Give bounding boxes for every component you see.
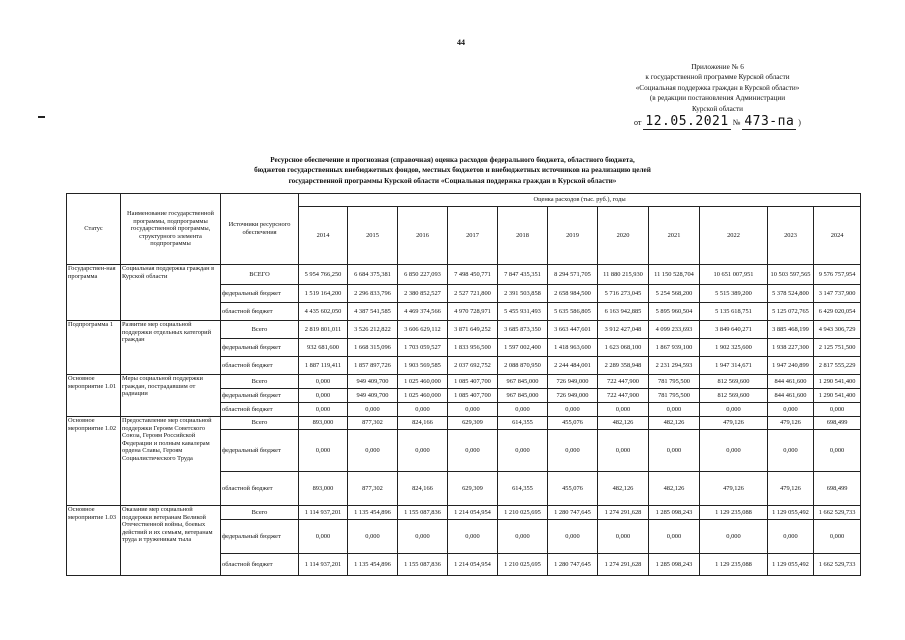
value-cell: 949 409,700 [348,389,398,403]
value-cell: 726 949,000 [548,375,598,389]
value-cell: 0,000 [348,403,398,417]
value-cell: 1 662 529,733 [814,506,861,520]
source-cell: Всего [221,417,299,430]
value-cell: 3 871 649,252 [448,321,498,339]
value-cell: 781 795,500 [649,375,700,389]
value-cell: 1 210 025,695 [498,554,548,576]
value-cell: 1 129 235,088 [700,554,768,576]
value-cell: 2 231 294,593 [649,357,700,375]
source-cell: областной бюджет [221,403,299,417]
header-estimate: Оценка расходов (тыс. руб.), годы [299,194,861,207]
value-cell: 0,000 [649,430,700,472]
header-status: Статус [67,194,121,265]
value-cell: 3 606 629,112 [398,321,448,339]
value-cell: 1 285 098,243 [649,506,700,520]
value-cell: 812 569,600 [700,375,768,389]
value-cell: 824,166 [398,472,448,506]
value-cell: 10 503 597,565 [768,265,814,285]
header-name: Наименование государственной программы, подпрограммы государственной программы, структурного элемента подпрограммы [121,194,221,265]
value-cell: 10 651 007,951 [700,265,768,285]
value-cell: 5 378 524,800 [768,285,814,303]
value-cell: 0,000 [768,430,814,472]
value-cell: 0,000 [548,430,598,472]
year-header: 2023 [768,207,814,265]
value-cell: 1 274 291,628 [598,506,649,520]
value-cell: 3 849 640,271 [700,321,768,339]
value-cell: 0,000 [700,520,768,554]
value-cell: 8 294 571,705 [548,265,598,285]
year-header: 2020 [598,207,649,265]
value-cell: 0,000 [700,430,768,472]
source-cell: федеральный бюджет [221,430,299,472]
value-cell: 1 085 407,700 [448,375,498,389]
value-cell: 1 668 315,096 [348,339,398,357]
value-cell: 5 455 931,493 [498,303,548,321]
value-cell: 0,000 [548,403,598,417]
value-cell: 1 418 963,600 [548,339,598,357]
number-prefix: № [732,118,741,128]
value-cell: 1 947 314,671 [700,357,768,375]
value-cell: 877,302 [348,472,398,506]
value-cell: 1 867 939,100 [649,339,700,357]
value-cell: 698,499 [814,417,861,430]
value-cell: 2 289 358,948 [598,357,649,375]
value-cell: 3 147 737,900 [814,285,861,303]
value-cell: 0,000 [498,403,548,417]
value-cell: 0,000 [498,430,548,472]
year-header: 2014 [299,207,348,265]
annex-line: «Социальная поддержка граждан в Курской области» [635,83,800,92]
value-cell: 1 214 054,954 [448,554,498,576]
value-cell: 5 635 586,805 [548,303,598,321]
value-cell: 2 037 692,752 [448,357,498,375]
value-cell: 893,000 [299,472,348,506]
value-cell: 967 845,000 [498,389,548,403]
value-cell: 1 285 098,243 [649,554,700,576]
value-cell: 0,000 [768,520,814,554]
value-cell: 1 597 002,400 [498,339,548,357]
year-header: 2021 [649,207,700,265]
year-header: 2022 [700,207,768,265]
value-cell: 1 114 937,201 [299,554,348,576]
value-cell: 629,309 [448,472,498,506]
value-cell: 1 210 025,695 [498,506,548,520]
value-cell: 2 817 555,229 [814,357,861,375]
value-cell: 1 887 119,411 [299,357,348,375]
value-cell: 482,126 [649,417,700,430]
value-cell: 0,000 [649,520,700,554]
value-cell: 0,000 [598,430,649,472]
value-cell: 479,126 [700,472,768,506]
value-cell: 7 847 435,351 [498,265,548,285]
value-cell: 3 663 447,601 [548,321,598,339]
value-cell: 1 274 291,628 [598,554,649,576]
year-header: 2017 [448,207,498,265]
year-header: 2018 [498,207,548,265]
value-cell: 2 088 870,950 [498,357,548,375]
year-header: 2024 [814,207,861,265]
status-cell: Государствен-ная программа [67,265,121,321]
value-cell: 0,000 [814,430,861,472]
value-cell: 0,000 [299,520,348,554]
source-cell: федеральный бюджет [221,520,299,554]
value-cell: 2 819 801,011 [299,321,348,339]
value-cell: 949 409,700 [348,375,398,389]
value-cell: 1 703 059,527 [398,339,448,357]
program-name-cell: Меры социальной поддержки граждан, пострадавшим от радиации [121,375,221,417]
program-name-cell: Предоставление мер социальной поддержки Героям Советского Союза, Героям Российской Федерации и полным кавалерам ордена Славы, Героям Социалистического Труда [121,417,221,506]
date-prefix: от [634,118,642,128]
source-cell: областной бюджет [221,357,299,375]
value-cell: 614,355 [498,472,548,506]
value-cell: 722 447,900 [598,375,649,389]
value-cell: 5 515 389,200 [700,285,768,303]
resolution-number: 473-па [744,114,795,130]
table-row [67,321,861,339]
source-cell: федеральный бюджет [221,285,299,303]
value-cell: 5 254 568,200 [649,285,700,303]
value-cell: 479,126 [768,417,814,430]
value-cell: 1 129 235,088 [700,506,768,520]
value-cell: 5 954 766,250 [299,265,348,285]
table-row [67,506,861,520]
value-cell: 1 290 541,400 [814,389,861,403]
value-cell: 1 280 747,645 [548,554,598,576]
value-cell: 482,126 [649,472,700,506]
value-cell: 1 214 054,954 [448,506,498,520]
value-cell: 844 461,600 [768,375,814,389]
value-cell: 2 296 833,796 [348,285,398,303]
value-cell: 5 135 618,751 [700,303,768,321]
value-cell: 482,126 [598,417,649,430]
value-cell: 3 526 212,822 [348,321,398,339]
annex-line: к государственной программе Курской области [645,73,790,82]
value-cell: 1 135 454,896 [348,506,398,520]
value-cell: 629,309 [448,417,498,430]
value-cell: 4 387 541,585 [348,303,398,321]
value-cell: 698,499 [814,472,861,506]
value-cell: 0,000 [398,403,448,417]
value-cell: 1 025 460,000 [398,389,448,403]
value-cell: 0,000 [814,403,861,417]
value-cell: 1 662 529,733 [814,554,861,576]
value-cell: 11 880 215,930 [598,265,649,285]
value-cell: 1 114 937,201 [299,506,348,520]
value-cell: 6 850 227,093 [398,265,448,285]
value-cell: 0,000 [398,430,448,472]
value-cell: 0,000 [814,520,861,554]
value-cell: 6 429 020,054 [814,303,861,321]
table-row [67,375,861,389]
value-cell: 4 435 602,050 [299,303,348,321]
value-cell: 0,000 [398,520,448,554]
source-cell: областной бюджет [221,303,299,321]
value-cell: 1 290 541,400 [814,375,861,389]
annex-header [600,62,835,128]
value-cell: 1 833 956,500 [448,339,498,357]
resolution-date: 12.05.2021 [645,114,729,130]
value-cell: 0,000 [348,520,398,554]
annex-line: (в редакции постановления Администрации [649,94,786,103]
value-cell: 7 498 450,771 [448,265,498,285]
value-cell: 726 949,000 [548,389,598,403]
value-cell: 3 685 873,350 [498,321,548,339]
value-cell: 6 163 942,885 [598,303,649,321]
value-cell: 11 150 528,704 [649,265,700,285]
value-cell: 844 461,600 [768,389,814,403]
value-cell: 824,166 [398,417,448,430]
value-cell: 1 947 240,899 [768,357,814,375]
annex-line: Приложение № 6 [691,63,744,71]
value-cell: 1 155 087,836 [398,554,448,576]
value-cell: 0,000 [598,520,649,554]
value-cell: 5 125 072,765 [768,303,814,321]
value-cell: 1 903 569,585 [398,357,448,375]
value-cell: 0,000 [700,403,768,417]
year-header: 2019 [548,207,598,265]
value-cell: 0,000 [498,520,548,554]
source-cell: областной бюджет [221,554,299,576]
value-cell: 2 244 484,001 [548,357,598,375]
title-line: Ресурсное обеспечение и прогнозная (справочная) оценка расходов федерального бюджета, областного бюджета, [270,156,635,164]
value-cell: 932 681,600 [299,339,348,357]
source-cell: Всего [221,375,299,389]
status-cell: Подпрограмма 1 [67,321,121,375]
source-cell: федеральный бюджет [221,389,299,403]
value-cell: 0,000 [649,403,700,417]
value-cell: 455,076 [548,472,598,506]
status-cell: Основное мероприятие 1.03 [67,506,121,576]
value-cell: 4 943 306,729 [814,321,861,339]
value-cell: 812 569,600 [700,389,768,403]
title-line: бюджетов государственных внебюджетных фондов, местных бюджетов и внебюджетных источников на реализацию целей [254,166,651,175]
value-cell: 1 857 897,726 [348,357,398,375]
value-cell: 0,000 [299,375,348,389]
document-title [160,155,745,186]
value-cell: 0,000 [299,430,348,472]
source-cell: Всего [221,321,299,339]
value-cell: 1 135 454,896 [348,554,398,576]
value-cell: 0,000 [299,403,348,417]
resource-table [66,193,861,576]
value-cell: 5 895 960,504 [649,303,700,321]
value-cell: 1 623 068,100 [598,339,649,357]
value-cell: 4 099 233,693 [649,321,700,339]
value-cell: 455,076 [548,417,598,430]
value-cell: 4 469 374,566 [398,303,448,321]
table-body [67,265,861,576]
resolution-date-line [600,114,835,130]
value-cell: 1 129 055,492 [768,554,814,576]
value-cell: 6 684 375,381 [348,265,398,285]
closing-paren: ) [798,118,801,128]
program-name-cell: Социальная поддержка граждан в Курской области [121,265,221,321]
table-row [67,417,861,430]
program-name-cell: Оказание мер социальной поддержки ветеранам Великой Отечественной войны, боевых действий и их семьям, ветеранам труда и труженикам тыла [121,506,221,576]
status-cell: Основное мероприятие 1.01 [67,375,121,417]
value-cell: 5 716 273,045 [598,285,649,303]
value-cell: 1 155 087,836 [398,506,448,520]
value-cell: 2 380 852,527 [398,285,448,303]
value-cell: 2 658 984,500 [548,285,598,303]
value-cell: 1 129 055,492 [768,506,814,520]
value-cell: 967 845,000 [498,375,548,389]
title-line: государственной программы Курской области «Социальная поддержка граждан в Курской области» [288,176,617,185]
value-cell: 0,000 [768,403,814,417]
value-cell: 614,355 [498,417,548,430]
value-cell: 479,126 [700,417,768,430]
value-cell: 0,000 [548,520,598,554]
value-cell: 1 938 227,300 [768,339,814,357]
value-cell: 9 576 757,954 [814,265,861,285]
header-source: Источники ресурсного обеспечения [221,194,299,265]
value-cell: 0,000 [448,520,498,554]
source-cell: областной бюджет [221,472,299,506]
annex-line: Курской области [691,104,744,113]
value-cell: 2 391 503,858 [498,285,548,303]
status-cell: Основное мероприятие 1.02 [67,417,121,506]
table-row [67,265,861,285]
value-cell: 1 519 164,200 [299,285,348,303]
value-cell: 3 885 468,199 [768,321,814,339]
value-cell: 877,302 [348,417,398,430]
value-cell: 0,000 [348,430,398,472]
value-cell: 1 025 460,000 [398,375,448,389]
value-cell: 893,000 [299,417,348,430]
value-cell: 0,000 [598,403,649,417]
value-cell: 2 527 721,800 [448,285,498,303]
value-cell: 722 447,900 [598,389,649,403]
value-cell: 0,000 [299,389,348,403]
value-cell: 1 902 325,600 [700,339,768,357]
source-cell: федеральный бюджет [221,339,299,357]
value-cell: 3 912 427,048 [598,321,649,339]
value-cell: 781 795,500 [649,389,700,403]
value-cell: 0,000 [448,403,498,417]
margin-mark [38,116,45,118]
value-cell: 4 970 728,971 [448,303,498,321]
year-header: 2016 [398,207,448,265]
value-cell: 479,126 [768,472,814,506]
value-cell: 0,000 [448,430,498,472]
page-number: 44 [457,38,465,47]
program-name-cell: Развитие мер социальной поддержки отдельных категорий граждан [121,321,221,375]
value-cell: 2 125 751,500 [814,339,861,357]
source-cell: Всего [221,506,299,520]
value-cell: 1 085 407,700 [448,389,498,403]
value-cell: 1 280 747,645 [548,506,598,520]
year-header: 2015 [348,207,398,265]
source-cell: ВСЕГО [221,265,299,285]
value-cell: 482,126 [598,472,649,506]
